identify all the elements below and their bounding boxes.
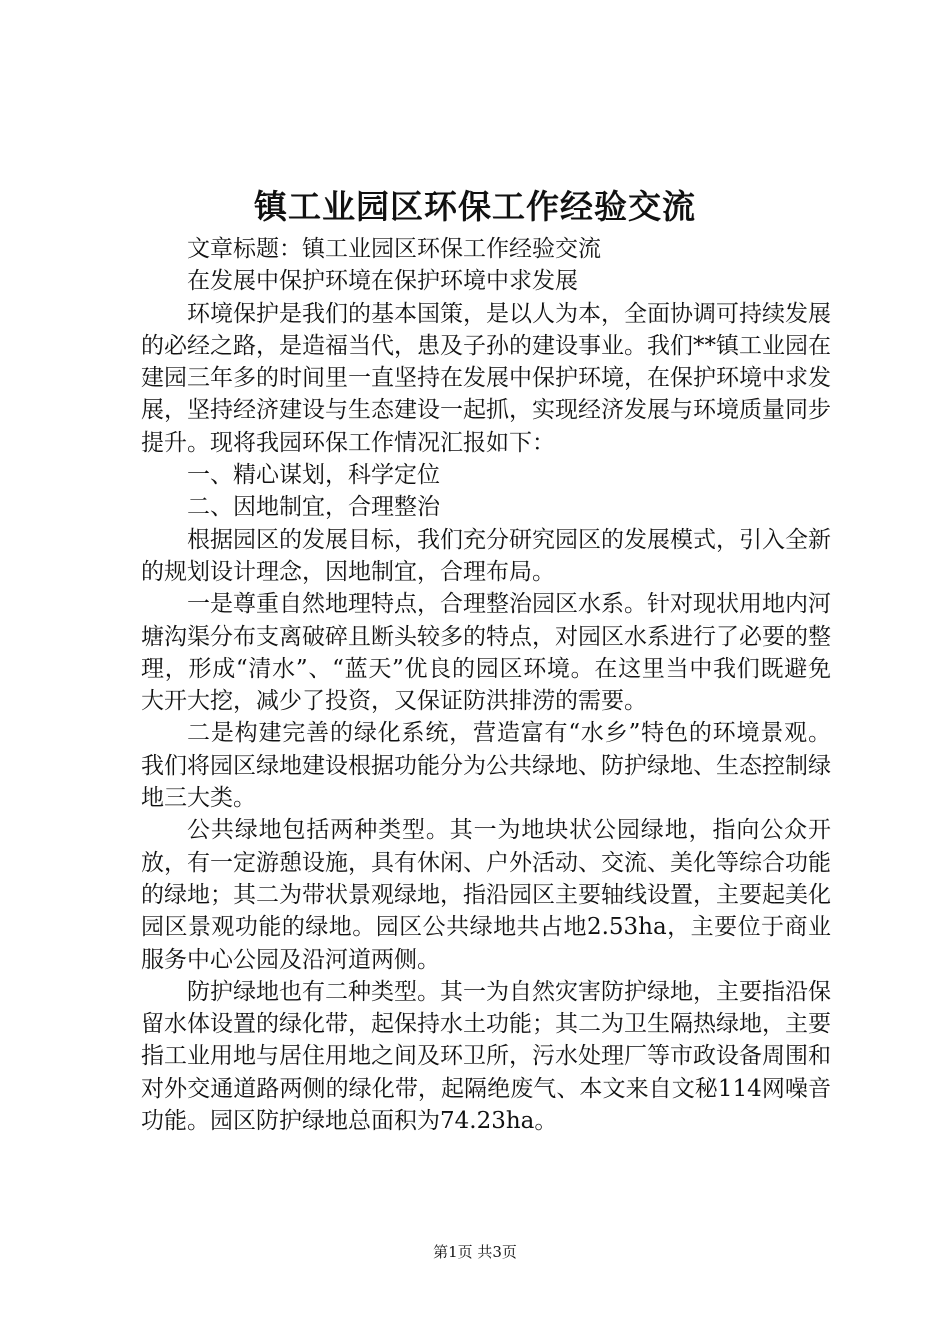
section-heading-1: 一、精心谋划，科学定位 bbox=[187, 462, 440, 489]
body-paragraph: 防护绿地也有二种类型。其一为自然灾害防护绿地，主要指沿保留水体设置的绿化带，起保持水土功能；其二为卫生隔热绿地，主要指工业用地与居住用地之间及环卫所，污水处理厂等市政设备周围和对外交通道路两侧的绿化带，起隔绝废气、本文来自文秘114网噪音功能。园区防护绿地总面积为74.23ha。 bbox=[141, 978, 831, 1135]
body-paragraph: 公共绿地包括两种类型。其一为地块状公园绿地，指向公众开放，有一定游憩设施，具有休闲、户外活动、交流、美化等综合功能的绿地；其二为带状景观绿地，指沿园区主要轴线设置，主要起美化园区景观功能的绿地。园区公共绿地共占地2.53ha，主要位于商业服务中心公园及沿河道两侧。 bbox=[141, 817, 831, 973]
body-paragraph: 一是尊重自然地理特点，合理整治园区水系。针对现状用地内河塘沟渠分布支离破碎且断头较多的特点，对园区水系进行了必要的整理，形成“清水”、“蓝天”优良的园区环境。在这里当中我们既避免大开大挖，减少了投资，又保证防洪排涝的需要。 bbox=[141, 591, 831, 715]
document-title: 镇工业园区环保工作经验交流 bbox=[254, 187, 696, 226]
section-heading-2: 二、因地制宜，合理整治 bbox=[187, 494, 440, 521]
subtitle-line: 在发展中保护环境在保护环境中求发展 bbox=[187, 268, 578, 295]
body-paragraph: 二是构建完善的绿化系统，营造富有“水乡”特色的环境景观。我们将园区绿地建设根据功能分为公共绿地、防护绿地、生态控制绿地三大类。 bbox=[141, 720, 831, 812]
document-body bbox=[141, 233, 831, 1137]
intro-paragraph: 环境保护是我们的基本国策，是以人为本，全面协调可持续发展的必经之路，是造福当代，患及子孙的建设事业。我们**镇工业园在建园三年多的时间里一直坚持在发展中保护环境，在保护环境中求发展，坚持经济建设与生态建设一起抓，实现经济发展与环境质量同步提升。现将我园环保工作情况汇报如下： bbox=[141, 300, 831, 456]
article-title-line: 文章标题：镇工业园区环保工作经验交流 bbox=[187, 236, 601, 262]
body-paragraph: 根据园区的发展目标，我们充分研究园区的发展模式，引入全新的规划设计理念，因地制宜，合理布局。 bbox=[141, 526, 831, 585]
page-footer: 第1页 共3页 bbox=[433, 1243, 517, 1261]
